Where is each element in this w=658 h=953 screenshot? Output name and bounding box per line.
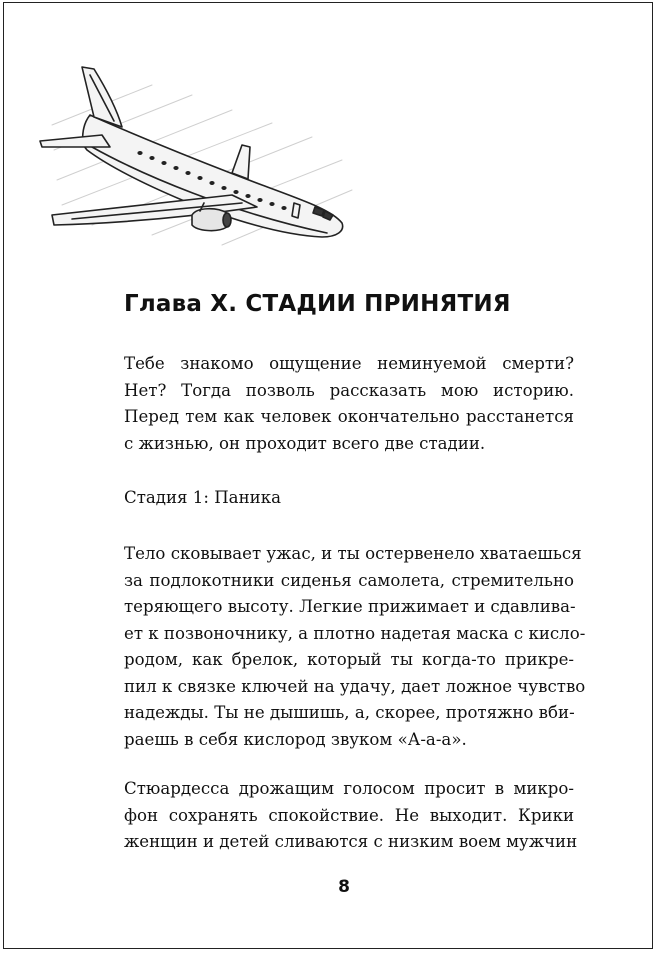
airplane-illustration — [32, 55, 362, 255]
text-line: Нет? Тогда позволь рассказать мою историю. — [124, 380, 574, 400]
paragraph-stewardess — [124, 776, 578, 856]
text-line: Стадия 1: Паника — [124, 488, 281, 507]
text-line: родом, как брелок, который ты когда-то прикре- — [124, 650, 574, 669]
text-line: пил к связке ключей на удачу, дает ложное чувство — [124, 676, 586, 696]
text-line: надежды. Ты не дышишь, а, скорее, протяжно вби- — [124, 703, 575, 722]
text-line: за подлокотники сиденья самолета, стремительно — [124, 570, 574, 590]
book-page — [3, 2, 653, 949]
paragraph-intro — [124, 351, 574, 457]
text-line: Тебе знакомо ощущение неминуемой смерти? — [124, 354, 574, 373]
text-line: Перед тем как человек окончательно расстанется — [124, 407, 574, 426]
text-line: женщин и детей сливаются с низким воем мужчин — [124, 832, 578, 851]
text-line: Стюардесса дрожащим голосом просит в микро- — [124, 779, 574, 798]
text-line: теряющего высоту. Легкие прижимает и сдавлива- — [124, 597, 576, 616]
page-number: 8 — [338, 877, 350, 897]
text-line: фон сохранять спокойствие. Не выходит. Крики — [124, 805, 574, 825]
text-line: Тело сковывает ужас, и ты остервенело хватаешься — [124, 544, 582, 563]
text-line: с жизнью, он проходит всего две стадии. — [124, 433, 486, 453]
stage-heading — [124, 485, 574, 512]
text-line: ет к позвоночнику, а плотно надетая маска с кисло- — [124, 623, 586, 643]
paragraph-panic — [124, 541, 586, 753]
chapter-title: Глава Х. СТАДИИ ПРИНЯТИЯ — [124, 291, 511, 317]
text-line: раешь в себя кислород звуком «А-а-а». — [124, 729, 467, 749]
